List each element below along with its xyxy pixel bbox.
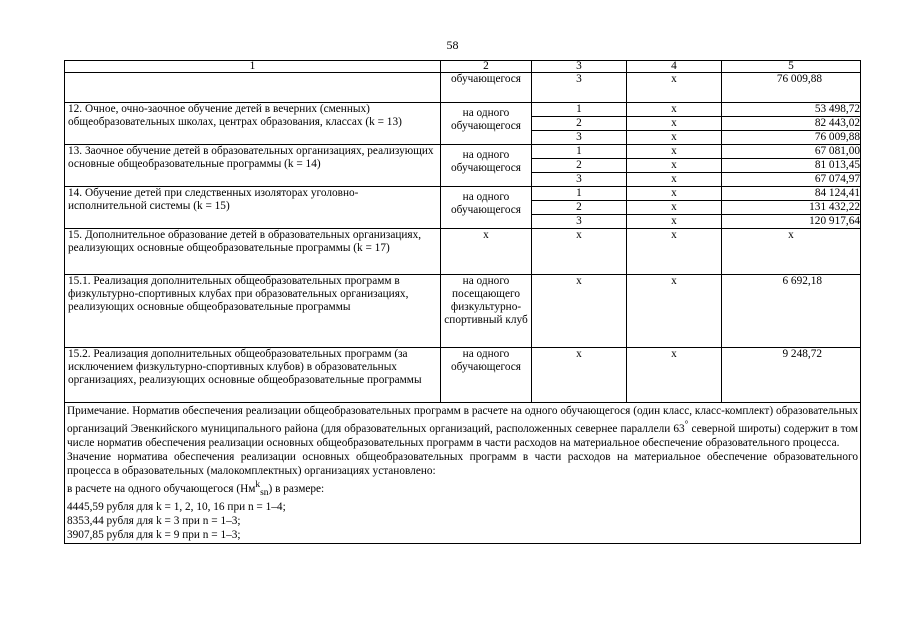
label-cell: [65, 73, 441, 103]
row-unit: на одного посещающего физкультурно-спортивный клуб: [441, 275, 532, 348]
x-cell: х: [627, 201, 722, 215]
table-row: [65, 275, 861, 348]
subgroup-cell: х: [532, 229, 627, 275]
value-cell: 53 498,72: [722, 103, 861, 117]
value-cell: 81 013,45: [722, 159, 861, 173]
x-cell: х: [627, 348, 722, 403]
x-cell: х: [627, 275, 722, 348]
subgroup-cell: 3: [532, 73, 627, 103]
value-cell: х: [722, 229, 861, 275]
value-cell: 82 443,02: [722, 117, 861, 131]
row-label: 15.1. Реализация дополнительных общеобразовательных программ в физкультурно-спортивных клубах при образовательных организациях, реализующих основные общеобразовательные программы: [65, 275, 441, 348]
note-line: 4445,59 рубля для k = 1, 2, 10, 16 при n = 1–4;: [67, 500, 286, 513]
table-header-row: [65, 61, 861, 73]
value-cell: 120 917,64: [722, 215, 861, 229]
header-cell: 2: [441, 61, 532, 73]
value-cell: 131 432,22: [722, 201, 861, 215]
x-cell: х: [627, 131, 722, 145]
value-cell: 76 009,88: [722, 73, 861, 103]
value-cell: 67 081,00: [722, 145, 861, 159]
table-row: [65, 103, 861, 117]
header-cell: 1: [65, 61, 441, 73]
x-cell: х: [627, 173, 722, 187]
note-paragraph: Значение норматива обеспечения реализации основных общеобразовательных программ в части расходов на материальное обеспечение образовательного процесса в образовательных (малокомплектных) организациях установлено:: [67, 450, 858, 477]
x-cell: х: [627, 117, 722, 131]
note-cell: [65, 403, 861, 544]
row-label: 13. Заочное обучение детей в образовательных организациях, реализующих основные общеобразовательные программы (k = 14): [65, 145, 441, 187]
header-cell: 3: [532, 61, 627, 73]
table-row: [65, 187, 861, 201]
row-unit: на одного обучающегося: [441, 348, 532, 403]
subgroup-cell: 1: [532, 145, 627, 159]
x-cell: х: [627, 187, 722, 201]
subgroup-cell: 3: [532, 215, 627, 229]
row-label: 12. Очное, очно-заочное обучение детей в вечерних (сменных) общеобразовательных школах, центрах образования, классах (k = 13): [65, 103, 441, 145]
value-cell: 67 074,97: [722, 173, 861, 187]
row-label: 15. Дополнительное образование детей в образовательных организациях, реализующих основные общеобразовательные программы (k = 17): [65, 229, 441, 275]
subgroup-cell: 2: [532, 201, 627, 215]
header-cell: 4: [627, 61, 722, 73]
table-row: [65, 348, 861, 403]
x-cell: х: [627, 73, 722, 103]
subgroup-cell: х: [532, 275, 627, 348]
subgroup-cell: 3: [532, 173, 627, 187]
x-cell: х: [627, 145, 722, 159]
subgroup-cell: 2: [532, 159, 627, 173]
subgroup-cell: х: [532, 348, 627, 403]
standards-table: [64, 60, 861, 544]
row-label: 14. Обучение детей при следственных изоляторах уголовно-исполнительной системы (k = 15): [65, 187, 441, 229]
page-number: 58: [446, 38, 459, 52]
value-cell: 9 248,72: [722, 348, 861, 403]
subgroup-cell: 1: [532, 103, 627, 117]
row-unit: на одного обучающегося: [441, 145, 532, 187]
table-row: [65, 145, 861, 159]
value-cell: 84 124,41: [722, 187, 861, 201]
x-cell: х: [627, 159, 722, 173]
row-unit: на одного обучающегося: [441, 187, 532, 229]
table-row: [65, 229, 861, 275]
row-unit: х: [441, 229, 532, 275]
row-unit: на одного обучающегося: [441, 103, 532, 145]
subgroup-cell: 2: [532, 117, 627, 131]
x-cell: х: [627, 103, 722, 117]
note-row: [65, 403, 861, 544]
note-paragraph: в расчете на одного обучающегося $(Нм^k_{sn})$ в размере:: [67, 479, 325, 498]
note-line: 8353,44 рубля для k = 3 при n = 1–3;: [67, 514, 241, 527]
x-cell: х: [627, 229, 722, 275]
value-cell: 76 009,88: [722, 131, 861, 145]
subgroup-cell: 3: [532, 131, 627, 145]
note-line: 3907,85 рубля для k = 9 при n = 1–3;: [67, 528, 241, 541]
value-cell: 6 692,18: [722, 275, 861, 348]
unit-cell: обучающегося: [441, 73, 532, 103]
note-paragraph: Примечание. Норматив обеспечения реализации общеобразовательных программ в расчете на одного обучающегося (один класс, класс-комплект) образовательных организаций Эвенкийского муниципального района (для образовательных организаций, расположенных севернее параллели 63° северной широты) содержит в том числе норматив обеспечения реализации основных общеобразовательных программ в части расходов на материальное обеспечение образовательного процесса.: [67, 405, 858, 449]
x-cell: х: [627, 215, 722, 229]
continuation-row: [65, 73, 861, 103]
header-cell: 5: [722, 61, 861, 73]
subgroup-cell: 1: [532, 187, 627, 201]
row-label: 15.2. Реализация дополнительных общеобразовательных программ (за исключением физкультурно-спортивных клубов) в образовательных организациях, реализующих основные общеобразовательные программы: [65, 348, 441, 403]
